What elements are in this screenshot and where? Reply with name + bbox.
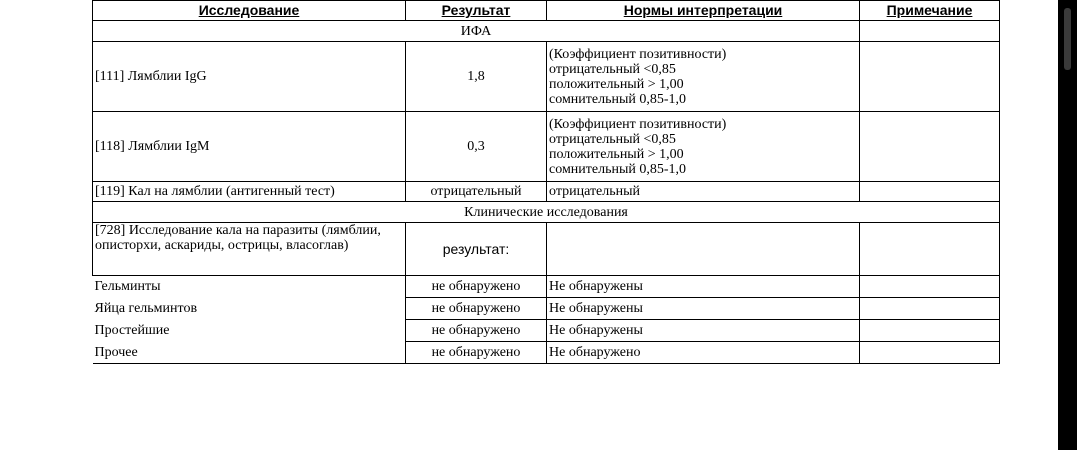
test-norms: (Коэффициент позитивности) отрицательный <0,85 положительный > 1,00 сомнительный 0,85-1,0 xyxy=(547,112,860,182)
header-result: Результат xyxy=(406,1,547,21)
results-table xyxy=(92,0,1000,364)
test-norms: отрицательный xyxy=(547,182,860,202)
header-norms: Нормы интерпретации xyxy=(547,1,860,21)
sub-test-result: не обнаружено xyxy=(406,320,547,342)
section-row-clinical xyxy=(93,202,1000,223)
table-row xyxy=(93,223,1000,276)
table-row xyxy=(93,320,1000,342)
table-row xyxy=(93,112,1000,182)
sub-test-norm: Не обнаружено xyxy=(547,342,860,364)
header-note: Примечание xyxy=(860,1,1000,21)
table-row xyxy=(93,276,1000,298)
sub-test-norm: Не обнаружены xyxy=(547,320,860,342)
section-title-clinical: Клинические исследования xyxy=(93,202,1000,223)
table-row xyxy=(93,42,1000,112)
test-name: [118] Лямблии IgM xyxy=(93,112,406,182)
section-title-ifa: ИФА xyxy=(93,21,860,42)
table-header-row xyxy=(93,1,1000,21)
test-norms: (Коэффициент позитивности) отрицательный <0,85 положительный > 1,00 сомнительный 0,85-1,0 xyxy=(547,42,860,112)
test-name: [728] Исследование кала на паразиты (лямблии, описторхи, аскариды, острицы, власоглав) xyxy=(93,223,406,276)
test-note xyxy=(860,182,1000,202)
test-result: 1,8 xyxy=(406,42,547,112)
table-row xyxy=(93,342,1000,364)
sub-test-result: не обнаружено xyxy=(406,342,547,364)
sub-test-norm: Не обнаружены xyxy=(547,298,860,320)
test-note xyxy=(860,112,1000,182)
test-result: результат: xyxy=(406,223,547,276)
sub-test-result: не обнаружено xyxy=(406,298,547,320)
sub-test-result: не обнаружено xyxy=(406,276,547,298)
section-row-ifa xyxy=(93,21,1000,42)
sub-test-name: Простейшие xyxy=(93,320,406,342)
sub-test-name: Прочее xyxy=(93,342,406,364)
test-result: отрицательный xyxy=(406,182,547,202)
scrollbar-thumb[interactable] xyxy=(1064,8,1071,70)
test-note xyxy=(860,42,1000,112)
table-row xyxy=(93,182,1000,202)
test-result: 0,3 xyxy=(406,112,547,182)
table-row xyxy=(93,298,1000,320)
test-name: [119] Кал на лямблии (антигенный тест) xyxy=(93,182,406,202)
sub-test-norm: Не обнаружены xyxy=(547,276,860,298)
test-name: [111] Лямблии IgG xyxy=(93,42,406,112)
sub-test-name: Гельминты xyxy=(93,276,406,298)
header-research: Исследование xyxy=(93,1,406,21)
sub-test-name: Яйца гельминтов xyxy=(93,298,406,320)
